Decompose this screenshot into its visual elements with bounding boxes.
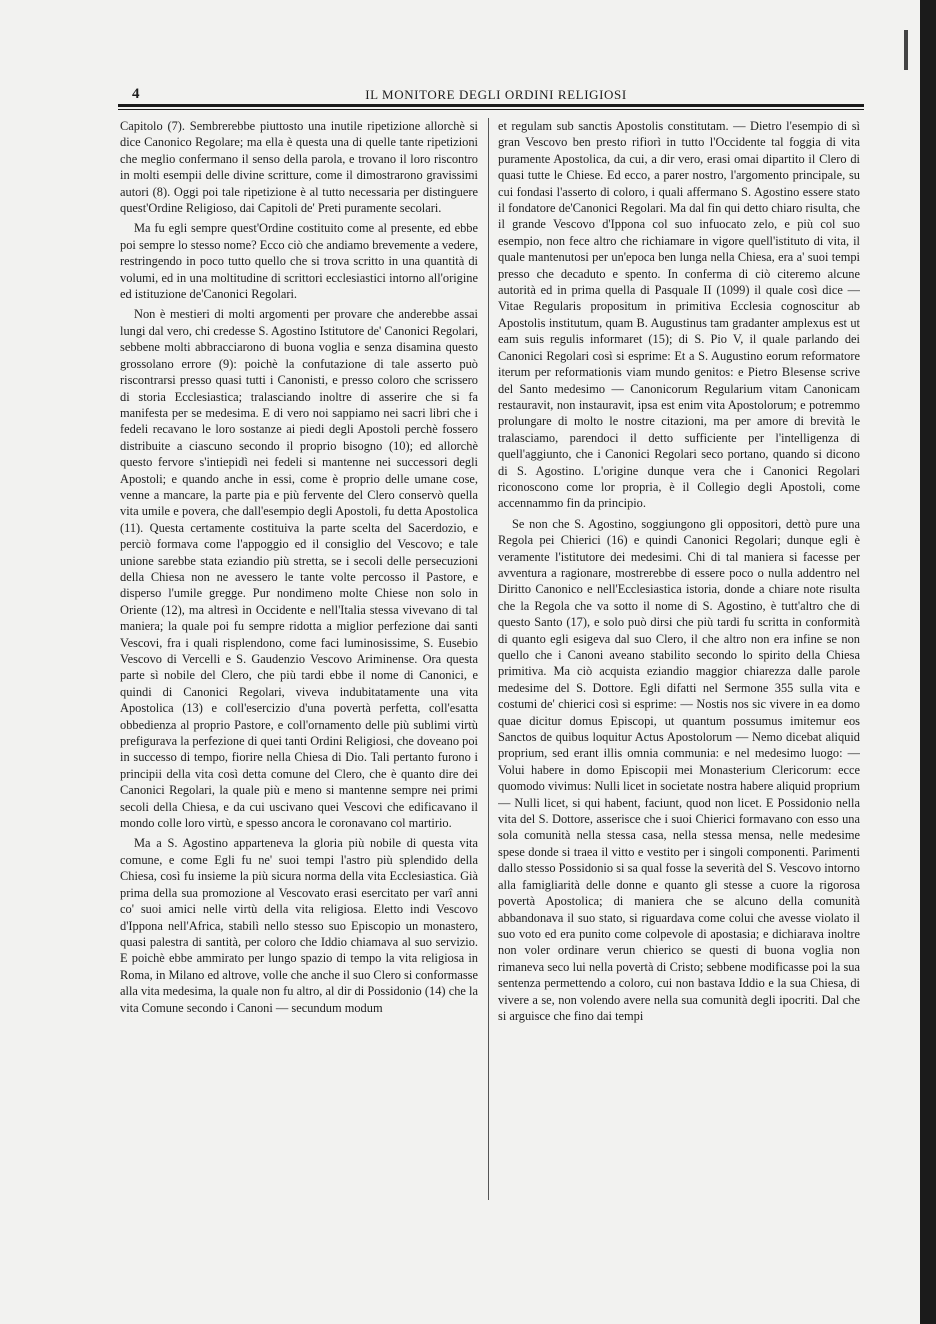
left-column [120, 118, 478, 1208]
paragraph: Non è mestieri di molti argomenti per provare che anderebbe assai lungi dal vero, chi credesse S. Agostino Istitutore de' Canonici Regolari, sebbene molti abbracciarono di buona voglia e senza disamina questo grossolano errore (9): poichè la confutazione di tale asserto può riscontrarsi presso quasi tutti i Canonisti, e presso coloro che scrissero di storia Ecclesiastica; tralasciando inoltre di asserire che si fa manifesta per se medesima. E di vero noi sappiamo nei sacri libri che i fedeli recavano le loro sostanze ai piedi degli Apostoli perchè fossero distribuite a ciascuno secondo il proprio bisogno (10); ed allorchè questo fervore s'intiepidì nei fedeli si mantenne nei successori degli Apostoli; e quando anche in essi, come è proprio delle umane cose, venne a mancare, la parte pia e più fervente del Clero conservò quella vita umile e povera, che dall'esempio degli Apostoli, fu detta Apostolica (11). Questa certamente costituiva la parte scelta del Sacerdozio, e perciò formava come l'appoggio ed il consiglio del Vescovo; e tale unione sarebbe stata eziandio più stretta, se i secoli delle persecuzioni della Chiesa non ne avessero le tante volte percosso il Pastore, e disperso l'umile gregge. Pur nondimeno molte Chiese non solo in Oriente (12), ma altresì in Occidente e nell'Italia stessa vivevano di tal maniera; la quale poi fu sempre ridotta a miglior perfezione dai santi Vescovi, fra i quali risplendono, come faci luminosissime, S. Eusebio Vescovo di Vercelli e S. Gaudenzio Vescovo Ariminense. Ora questa parte sì nobile del Clero, che più tardi ebbe il nome di Canonici, e quindi di Canonici Regolari, viveva indubitatamente una vita Apostolica (13) e coll'esercizio d'una povertà perfetta, coll'esatta obbedienza al proprio Pastore, e coll'ornamento delle più sublimi virtù prefigurava la perfezione di quei tanti Ordini Religiosi, che doveano poi in successo di tempo, fiorire nella Chiesa di Dio. Tali pertanto furono i principii della vita così detta comune del Clero, che è quanto dire dei Canonici Regolari, la quale più e meno si mantenne sempre nei primi secoli della Chiesa, e da cui uscivano quei Vescovi che edificavano il mondo colle loro virtù, e spesso ancora le coronavano col martirio. [120, 307, 478, 831]
paragraph: Capitolo (7). Sembrerebbe piuttosto una inutile ripetizione allorchè si dice Canonico Regolare; ma ella è questa una di quelle tante ripetizioni che meglio confermano il senso della parola, e trovano il loro riscontro in molti esempii delle divine scritture, come il dimostrarono gravissimi autori (8). Oggi poi tale ripetizione è al tutto necessaria per distinguere quest'Ordine Religioso, dai Capitoli de' Preti puramente secolari. [120, 119, 478, 216]
paragraph: Ma a S. Agostino apparteneva la gloria più nobile di questa vita comune, e come Egli fu ne' suoi tempi l'astro più splendido della Chiesa, così fu insieme la più sicura norma della vita Ecclesiastica. Già prima della sua promozione al Vescovato erasi esercitato per varî anni co' suoi amici nelle virtù della vita religiosa. Eletto indi Vescovo d'Ippona nell'Africa, stabilì nello stesso suo Episcopio un monastero, quasi palestra di santità, per coloro che Iddio chiamava al suo servizio. E poichè ebbe ammirato per lungo spazio di tempo la vita religiosa in Roma, in Milano ed altrove, volle che anche il suo Clero si conformasse alla vita medesima, la quale non fu altro, al dir di Possidonio (14) che la vita Comune secondo i Canoni — secundum modum [120, 836, 478, 1015]
paragraph: Se non che S. Agostino, soggiungono gli oppositori, dettò pure una Regola pei Chierici (16) e quindi Canonici Regolari; dunque egli è veramente l'istitutore dei medesimi. Chi di tal maniera si facesse per avventura a ragionare, mostrerebbe di essere poco o nulla addentro nel Diritto Canonico e nell'Ecclesiastica istoria, donde a chiare note risulta che la Regola che va sotto il nome di S. Agostino, è tutt'altro che di questo Santo (17), e solo può dirsi che più tardi fu scritta in conformità di quanto egli esigeva dal suo Clero, il che altro non era infine se non quello che i Canoni aveano stabilito secondo lo spirito della Chiesa primitiva. Ma ciò acquista eziandio maggior chiarezza dalle parole medesime del S. Dottore. Egli difatti nel Sermone 355 sulla vita e costumi de' chierici così si esprime: — Nostis nos sic vivere in ea domo quae dicitur domus Episcopi, ut quantum possumus imitemur eos Sanctos de quibus loquitur Actus Apostolorum — Nemo dicebat aliquid proprium, sed erant illis omnia communia: e nel medesimo luogo: — Volui habere in domo Episcopii mei Monasterium Clericorum: ecce quomodo vivimus: Nulli licet in societate nostra habere aliquid proprium — Nulli licet, si qui habent, faciunt, quod non licet. E Possidonio nella vita del S. Dottore, asserisce che i suoi Chierici formavano con esso una sola comunità nella stessa casa, nella stessa mensa, nelle medesime spese donde si traea il vitto e vestito per i singoli componenti. Parimenti dallo stesso Possidonio si sa qual fosse la severità del S. Vescovo intorno alla famigliarità delle donne e quanto gli stesse a cuore la rigorosa povertà Apostolica; di maniera che se alcuno della comunità abbandonava il suo stato, si riguardava come colui che avesse violato il suo voto ed era punito come colpevole di apostasia; e dichiarava inoltre non voler ordinare verun chierico se questi di buona voglia non rimaneva seco lui nella povertà di Cristo; sebbene modificasse poi la sua sentenza permettendo a coloro, cui non bastava Iddio e la sua Chiesa, di vivere a se, non volendo avere nella sua comunità degli ipocriti. Dal che si arguisce che fino dai tempi [498, 516, 860, 1023]
page-number: 4 [132, 86, 140, 102]
scan-edge [920, 0, 936, 1324]
scan-edge-mark [904, 30, 908, 70]
right-column [498, 118, 860, 1208]
column-divider [488, 118, 489, 1200]
header-rule-thick [118, 104, 864, 107]
paragraph: Ma fu egli sempre quest'Ordine costituito come al presente, ed ebbe poi sempre lo stesso nome? Ecco ciò che andiamo brevemente a vedere, restringendo in poco tutto quello che si trova scritto in una quantità di volumi, ed in una moltitudine di scrittori ecclesiastici intorno all'origine ed istituzione de'Canonici Regolari. [120, 221, 478, 302]
running-title: IL MONITORE DEGLI ORDINI RELIGIOSI [365, 87, 627, 102]
header-rule-thin [118, 109, 864, 110]
paragraph: et regulam sub sanctis Apostolis constitutam. — Dietro l'esempio di sì gran Vescovo ben presto rifiorì in tutto l'Occidente tal foggia di vita puramente Apostolica, da cui, a dir vero, erasi omai dipartito il Clero di quasi tutte le Chiese. Ed ecco, a parer nostro, l'argomento principale, su cui fondasi l'asserto di coloro, i quali affermano S. Agostino essere stato il fondatore de'Canonici Regolari. Ma dal fin qui detto chiaro risulta, che il grande Vescovo d'Ippona col suo infuocato zelo, e più col suo esempio, non fece altro che richiamare in vigore quell'istituto di vita, il quale mantenutosi per un'epoca ben lunga nella Chiesa, era a' suoi tempi presso che decaduto e spento. In conferma di ciò citeremo alcune autorità ed in prima quella di Pasquale II (1099) il quale così dice — Vitae Regularis propositum in primitiva Ecclesia cognoscitur ab Apostolis institutum, quam B. Augustinus tam gradanter amplexus est ut eam suis regulis informaret (15); di S. Pio V, il quale parlando dei Canonici Regolari così si esprime: Et a S. Augustino eorum reformatore iterum per reformationis viam mundo genitos: e Pietro Blesense scrive del Santo medesimo — Canonicorum Regularium vitam Canonicam restauravit, non instauravit, ipsa est enim vita Apostolorum; e potremmo prolungare di molto le nostre citazioni, ma per amore di brevità le tralasciamo, parendoci il detto sufficiente per l'intelligenza di quell'aggiunto, che i Canonici Regolari seco portano, quando si dicono di S. Agostino. L'origine dunque vera che i Canonici Regolari riconoscono come lor propria, è il Collegio degli Apostoli, come accennammo fin da principio. [498, 119, 860, 511]
